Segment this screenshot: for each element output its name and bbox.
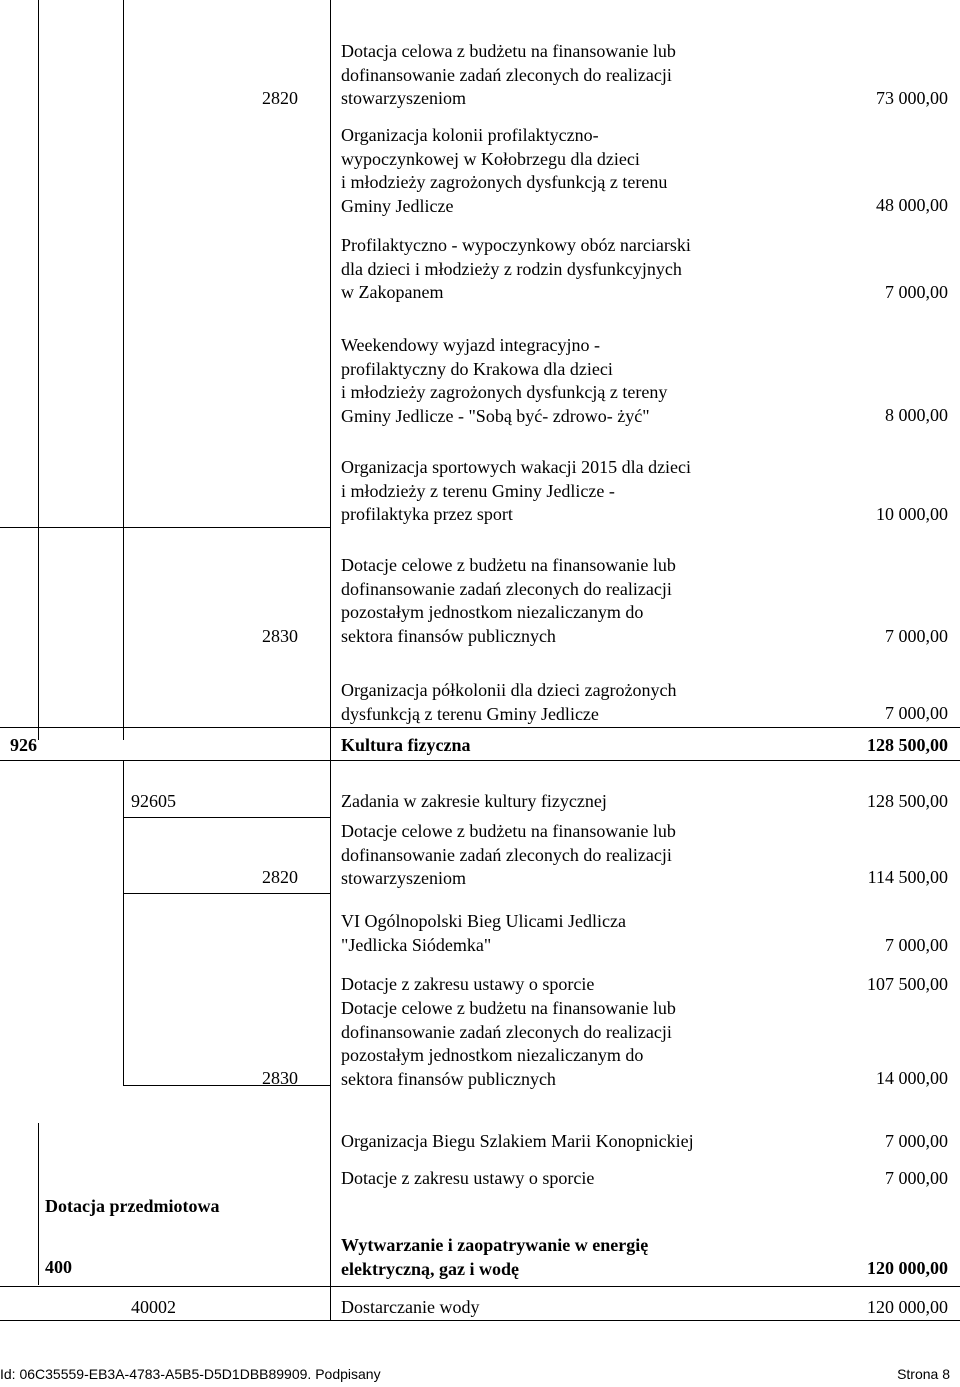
classification-code: 2830: [262, 1068, 298, 1088]
grid-line-h7: [0, 1286, 960, 1287]
item-description: VI Ogólnopolski Bieg Ulicami Jedlicza "Jedlicka Siódemka": [341, 911, 626, 955]
item-amount: 107 500,00: [867, 974, 948, 994]
item-description: Dotacje celowe z budżetu na finansowanie lub dofinansowanie zadań zleconych do realizacji pozostałym jednostkom niezaliczanym do sektora finansów publicznych: [341, 998, 676, 1089]
grid-line-left: [38, 0, 39, 740]
grid-line-h4: [123, 817, 330, 818]
item-description: Organizacja Biegu Szlakiem Marii Konopnickiej: [341, 1131, 694, 1151]
item-amount: 10 000,00: [876, 504, 948, 524]
chapter-amount: 120 000,00: [867, 1297, 948, 1317]
item-description: Dotacje z zakresu ustawy o sporcie: [341, 974, 595, 994]
item-description: Weekendowy wyjazd integracyjno - profilaktyczny do Krakowa dla dzieci i młodzieży zagrożonych dysfunkcją z tereny Gminy Jedlicze - "Sobą być- zdrowo- żyć": [341, 335, 668, 426]
section-title: Kultura fizyczna: [341, 735, 471, 755]
grid-line-col2: [123, 0, 124, 740]
item-amount: 7 000,00: [885, 703, 948, 723]
section-title: Wytwarzanie i zaopatrywanie w energię elektryczną, gaz i wodę: [341, 1235, 649, 1279]
section-amount: 128 500,00: [867, 735, 948, 755]
item-amount: 7 000,00: [885, 282, 948, 302]
classification-code: 2820: [262, 867, 298, 887]
grid-line-col3: [330, 0, 331, 1320]
chapter-code: 40002: [131, 1297, 176, 1317]
document-id-footer: Id: 06C35559-EB3A-4783-A5B5-D5D1DBB89909. Podpisany: [0, 1366, 381, 1382]
classification-code: 2820: [262, 88, 298, 108]
item-description: Organizacja kolonii profilaktyczno- wypoczynkowej w Kołobrzegu dla dzieci i młodzieży zagrożonych dysfunkcją z terenu Gminy Jedlicze: [341, 125, 668, 216]
chapter-title: Dostarczanie wody: [341, 1297, 480, 1317]
grid-line-h8: [0, 1320, 960, 1321]
grid-line-h2: [0, 727, 960, 728]
item-amount: 14 000,00: [876, 1068, 948, 1088]
item-description: Dotacje celowe z budżetu na finansowanie lub dofinansowanie zadań zleconych do realizacji pozostałym jednostkom niezaliczanym do sektora finansów publicznych: [341, 555, 676, 646]
item-amount: 48 000,00: [876, 195, 948, 215]
grid-line-left-lower: [38, 1123, 39, 1285]
item-description: Dotacje z zakresu ustawy o sporcie: [341, 1168, 595, 1188]
grid-line-col2-lower: [123, 760, 124, 1085]
grid-line-h5: [123, 893, 330, 894]
item-description: Organizacja sportowych wakacji 2015 dla dzieci i młodzieży z terenu Gminy Jedlicze - profilaktyka przez sport: [341, 457, 692, 524]
item-amount: 7 000,00: [885, 1131, 948, 1151]
section-code: 926: [10, 735, 37, 755]
chapter-code: 92605: [131, 791, 176, 811]
item-amount: 73 000,00: [876, 88, 948, 108]
grid-line-h6: [123, 1085, 330, 1086]
grid-line-h1: [0, 527, 330, 528]
section-amount: 120 000,00: [867, 1258, 948, 1278]
item-amount: 7 000,00: [885, 1168, 948, 1188]
chapter-title: Zadania w zakresie kultury fizycznej: [341, 791, 607, 811]
item-description: Dotacja celowa z budżetu na finansowanie lub dofinansowanie zadań zleconych do realizacji stowarzyszeniom: [341, 41, 676, 108]
item-amount: 8 000,00: [885, 405, 948, 425]
item-amount: 7 000,00: [885, 935, 948, 955]
section-code: 400: [45, 1257, 72, 1277]
grid-line-h3: [0, 760, 960, 761]
chapter-amount: 128 500,00: [867, 791, 948, 811]
classification-code: 2830: [262, 626, 298, 646]
subsidy-type-label: Dotacja przedmiotowa: [45, 1196, 220, 1216]
item-description: Organizacja półkolonii dla dzieci zagrożonych dysfunkcją z terenu Gminy Jedlicze: [341, 680, 677, 724]
item-description: Dotacje celowe z budżetu na finansowanie lub dofinansowanie zadań zleconych do realizacji stowarzyszeniom: [341, 821, 676, 888]
item-amount: 7 000,00: [885, 626, 948, 646]
item-description: Profilaktyczno - wypoczynkowy obóz narciarski dla dzieci i młodzieży z rodzin dysfunkcyjnych w Zakopanem: [341, 235, 691, 302]
page-number: Strona 8: [897, 1366, 950, 1382]
item-amount: 114 500,00: [867, 867, 948, 887]
